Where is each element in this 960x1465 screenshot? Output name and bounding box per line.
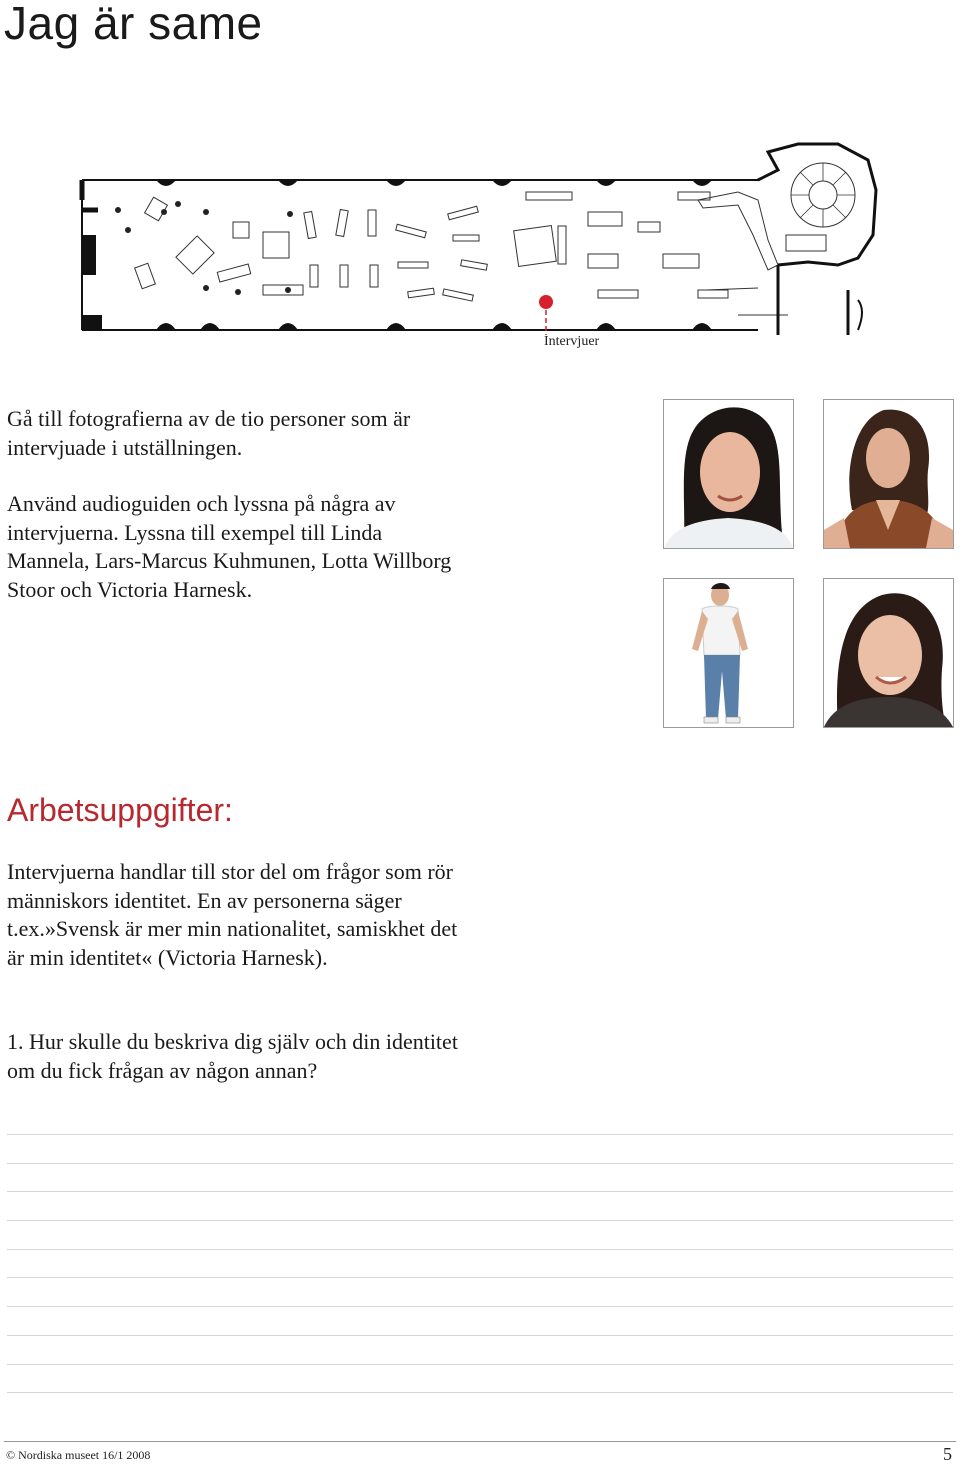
portrait-photo-4: [823, 578, 954, 728]
page-title: Jag är same: [4, 0, 263, 49]
portrait-photo-1: [663, 399, 794, 549]
portrait-photo-3: [663, 578, 794, 728]
intro-paragraph-1: Gå till fotografierna av de tio personer som är intervjuade i utställningen.: [7, 406, 411, 460]
floor-plan-map: [78, 140, 884, 335]
intro-paragraph-2: Använd audioguiden och lyssna på några av intervjuerna. Lyssna till exempel till Linda Mannela, Lars-Marcus Kuhmunen, Lotta Willborg Stoor och Victoria Harnesk.: [7, 491, 452, 602]
question-1: 1. Hur skulle du beskriva dig själv och din identitet om du fick frågan av någon annan?: [7, 1029, 458, 1083]
answer-line: [7, 1191, 953, 1192]
section-heading: Arbetsuppgifter:: [7, 792, 233, 828]
answer-line: [7, 1277, 953, 1278]
answer-line: [7, 1220, 953, 1221]
answer-line: [7, 1306, 953, 1307]
answer-lines: [7, 1134, 953, 1421]
answer-line: [7, 1134, 953, 1135]
portrait-photo-2: [823, 399, 954, 549]
answer-line: [7, 1392, 953, 1393]
answer-line: [7, 1249, 953, 1250]
footer-copyright: © Nordiska museet 16/1 2008: [6, 1448, 151, 1462]
interview-marker: [539, 295, 553, 309]
task-paragraph: Intervjuerna handlar till stor del om frågor som rör människors identitet. En av personerna säger t.ex.»Svensk är mer min nationalitet, samiskhet det är min identitet« (Victoria Harnesk).: [7, 859, 458, 970]
page-number: 5: [943, 1444, 952, 1464]
answer-line: [7, 1163, 953, 1164]
answer-line: [7, 1364, 953, 1365]
answer-line: [7, 1335, 953, 1336]
footer-divider: [4, 1441, 956, 1442]
map-marker-label: Intervjuer: [544, 334, 600, 349]
